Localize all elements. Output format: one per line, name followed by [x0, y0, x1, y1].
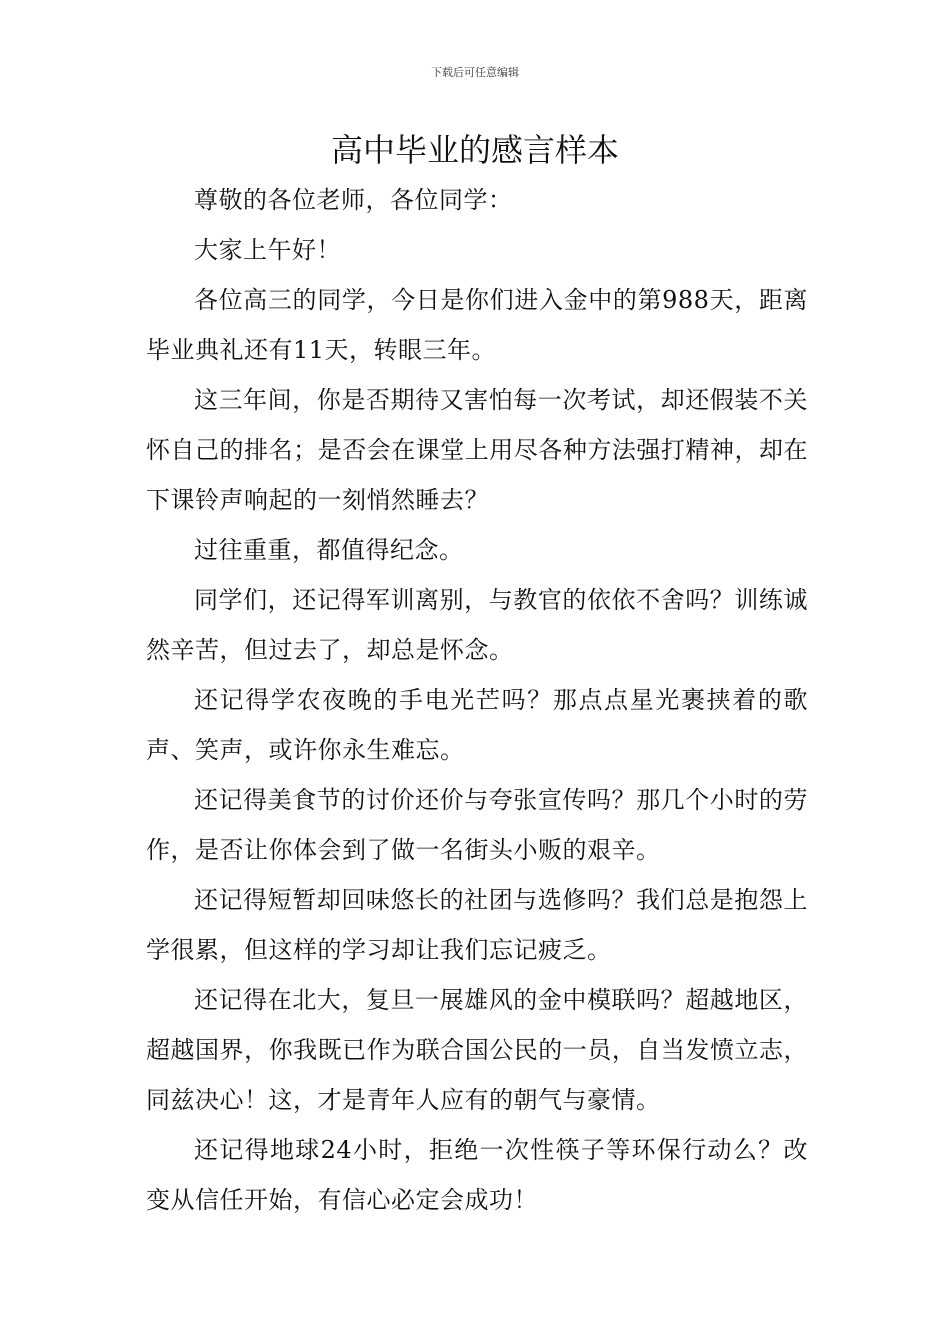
document-body — [146, 175, 808, 1225]
paragraph: 还记得地球24小时，拒绝一次性筷子等环保行动么？改变从信任开始，有信心必定会成功！ — [146, 1136, 808, 1214]
paragraph: 还记得学农夜晚的手电光芒吗？那点点星光裹挟着的歌声、笑声，或许你永生难忘。 — [146, 686, 808, 764]
paragraph: 过往重重，都值得纪念。 — [194, 536, 464, 564]
paragraph: 还记得在北大，复旦一展雄风的金中模联吗？超越地区，超越国界，你我既已作为联合国公民的一员，自当发愤立志，同兹决心！这，才是青年人应有的朝气与豪情。 — [146, 986, 808, 1114]
paragraph: 各位高三的同学，今日是你们进入金中的第988天，距离毕业典礼还有11天，转眼三年。 — [146, 286, 808, 364]
paragraph: 还记得短暂却回味悠长的社团与选修吗？我们总是抱怨上学很累，但这样的学习却让我们忘记疲乏。 — [146, 886, 808, 964]
document-title: 高中毕业的感言样本 — [330, 131, 619, 169]
paragraph-greeting: 大家上午好！ — [194, 236, 341, 264]
paragraph: 同学们，还记得军训离别，与教官的依依不舍吗？训练诚然辛苦，但过去了，却总是怀念。 — [146, 586, 808, 664]
paragraph: 这三年间，你是否期待又害怕每一次考试，却还假装不关怀自己的排名；是否会在课堂上用尽各种方法强打精神，却在下课铃声响起的一刻悄然睡去？ — [146, 386, 808, 514]
header-note: 下载后可任意编辑 — [431, 66, 519, 79]
paragraph-salutation: 尊敬的各位老师，各位同学： — [194, 186, 513, 214]
paragraph: 还记得美食节的讨价还价与夸张宣传吗？那几个小时的劳作，是否让你体会到了做一名街头小贩的艰辛。 — [146, 786, 808, 864]
